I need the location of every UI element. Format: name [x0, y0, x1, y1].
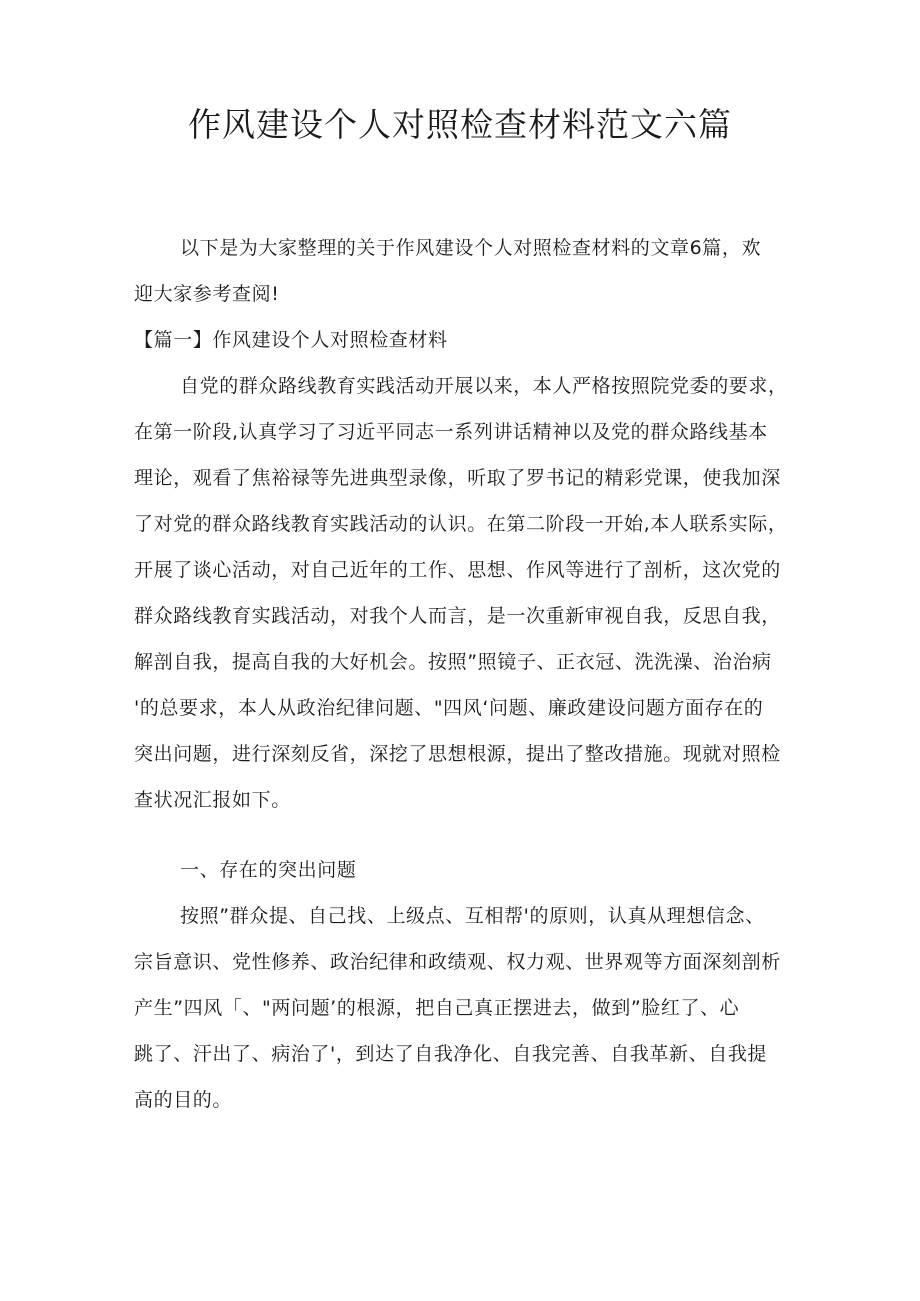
paragraph-line: 按照”群众提、自己找、上级点、互相帮'的原则，认真从理想信念、 — [180, 905, 765, 927]
paragraph-line: 宗旨意识、党性修养、政治纪律和政绩观、权力观、世界观等方面深刻剖析 — [134, 951, 781, 973]
paragraph-line: 群众路线教育实践活动，对我个人而言，是一次重新审视自我，反思自我， — [134, 605, 781, 627]
paragraph-line: 产生”四风「、"两问题’的根源，把自己真正摆进去，做到”脸红了、心 — [134, 997, 740, 1019]
paragraph-line: 在第一阶段,认真学习了习近平同志一系列讲话精神以及党的群众路线基本 — [134, 421, 768, 443]
paragraph-line: 自党的群众路线教育实践活动开展以来，本人严格按照院党委的要求， — [180, 375, 788, 397]
document-title: 作风建设个人对照检查材料范文六篇 — [188, 105, 732, 144]
paragraph-line: 解剖自我，提高自我的大好机会。按照”照镜子、正衣冠、洗洗澡、治治病 — [134, 651, 772, 673]
paragraph-line: 开展了谈心活动，对自己近年的工作、思想、作风等进行了剖析，这次党的 — [134, 559, 781, 581]
intro-line: 以下是为大家整理的关于作风建设个人对照检查材料的文章6篇，欢 — [180, 237, 762, 259]
paragraph-line: 突出问题，进行深刻反省，深挖了思想根源，提出了整改措施。现就对照检 — [134, 743, 781, 765]
section-heading: 【篇一】作风建设个人对照检查材料 — [134, 329, 448, 351]
paragraph-line: 了对党的群众路线教育实践活动的认识。在第二阶段一开始,本人联系实际， — [134, 513, 788, 535]
subheading: 一、存在的突出问题 — [180, 859, 357, 881]
intro-line: 迎大家参考查阅! — [134, 283, 280, 305]
paragraph-line: 高的目的。 — [134, 1089, 233, 1111]
paragraph-line: '的总要求，本人从政治纪律问题、"四风‘问题、廉政建设问题方面存在的 — [134, 697, 764, 719]
paragraph-line: 跳了、汗出了、病治了'，到达了自我净化、自我完善、自我革新、自我提 — [134, 1043, 768, 1065]
paragraph-line: 查状况汇报如下。 — [134, 789, 291, 811]
paragraph-line: 理论，观看了焦裕禄等先进典型录像，听取了罗书记的精彩党课，使我加深 — [134, 467, 781, 489]
